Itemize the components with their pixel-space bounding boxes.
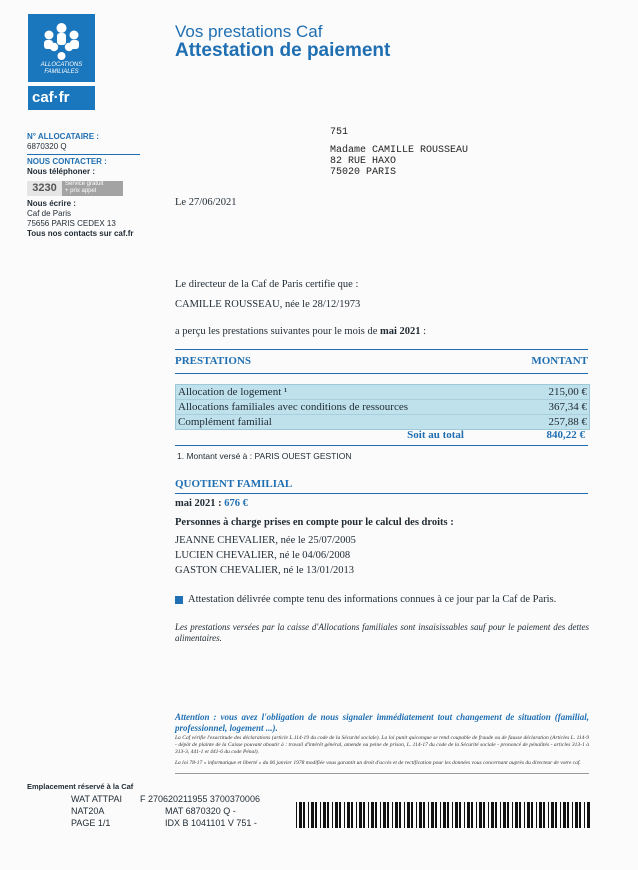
warning-paragraph-1: La Caf vérifie l'exactitude des déclarations (article L.114-19 du code de la Sécurité sociale). La loi punit quiconque se rend coupable de fraude ou de fausse déclaration (Articles L. 114-9 - dépôt de plainte de la Caisse pouvant aboutir à : travail d'intérêt général, amende ou peine de prison, L. 114-17 du code de la Sécurité sociale - prononcé de pénalités - articles 313-1 à 313-3, 441-1 et 441-6 du code Pénal).	[175, 735, 589, 755]
barcode-bar	[443, 802, 446, 828]
barcode-bar	[455, 802, 458, 828]
barcode-bar	[539, 802, 542, 828]
caf-fr-brand[interactable]: caf·fr	[28, 86, 95, 110]
footer-code-l3b: IDX B 1041101 V 751 -	[165, 818, 257, 828]
barcode-bar	[308, 802, 309, 828]
barcode-bar	[567, 802, 569, 828]
barcode-bar	[543, 802, 545, 828]
table-header	[175, 355, 588, 367]
logo-text-line1: ALLOCATIONS	[40, 62, 83, 68]
barcode-bar	[359, 802, 362, 828]
footer-code-l2b: MAT 6870320 Q -	[165, 806, 236, 816]
barcode-bar	[471, 802, 473, 828]
attestation-text: Attestation délivrée compte tenu des informations connues à ce jour par la Caf de Paris.	[188, 594, 557, 605]
table-top-rule	[175, 349, 588, 350]
barcode-bar	[495, 802, 497, 828]
barcode-bar	[299, 802, 302, 828]
barcode-bar	[560, 802, 561, 828]
barcode-bar	[452, 802, 453, 828]
family-logo-icon	[38, 20, 85, 62]
col-prestations: PRESTATIONS	[175, 355, 252, 367]
barcode-bar	[447, 802, 449, 828]
barcode-bar	[435, 802, 437, 828]
row-amount: 257,88 €	[548, 416, 587, 428]
barcode-bar	[536, 802, 537, 828]
logo-text-line2: FAMILIALES	[44, 69, 79, 75]
caf-logo	[28, 14, 95, 82]
barcode	[296, 802, 590, 828]
barcode-bar	[500, 802, 501, 828]
contacts-link[interactable]: Tous nos contacts sur caf.fr	[27, 229, 134, 238]
barcode-bar	[347, 802, 350, 828]
write-line2: 75656 PARIS CEDEX 13	[27, 219, 116, 228]
phone-tag	[62, 181, 123, 196]
attestation-note: Les prestations versées par la caisse d'Allocations familiales sont insaisissables sauf pour le paiement des dettes alimentaires.	[175, 622, 589, 643]
row-label: Allocation de logement ¹	[178, 386, 288, 398]
address-name: Madame CAMILLE ROUSSEAU	[330, 145, 469, 156]
barcode-bar	[387, 802, 389, 828]
barcode-bar	[303, 802, 305, 828]
barcode-bar	[423, 802, 425, 828]
barcode-bar	[368, 802, 369, 828]
barcode-bar	[476, 802, 477, 828]
certification-intro: Le directeur de la Caf de Paris certifie que :	[175, 279, 359, 290]
total-row	[175, 429, 588, 444]
phone-badge[interactable]	[27, 181, 135, 196]
footer-code-l1a: WAT ATTPAI	[71, 794, 123, 804]
barcode-bar	[311, 802, 314, 828]
barcode-bar	[407, 802, 410, 828]
barcode-bar	[563, 802, 566, 828]
phone-label: Nous téléphoner :	[27, 167, 96, 176]
barcode-bar	[428, 802, 429, 828]
barcode-bar	[380, 802, 381, 828]
barcode-bar	[315, 802, 317, 828]
footer-code-l1b: F 270620211955 3700370006	[140, 794, 260, 804]
footer-code-l3a: PAGE 1/1	[71, 818, 111, 828]
address-city: 75020 PARIS	[330, 167, 397, 178]
received-suffix: :	[420, 326, 427, 337]
barcode-bar	[332, 802, 333, 828]
footer-code-l2a: NAT20A	[71, 806, 105, 816]
barcode-bar	[575, 802, 578, 828]
barcode-bar	[531, 802, 533, 828]
barcode-bar	[507, 802, 509, 828]
barcode-bar	[335, 802, 338, 828]
received-prefix: a perçu les prestations suivantes pour le mois de	[175, 326, 380, 337]
table-header-rule	[175, 373, 588, 374]
quotient-value-line	[175, 498, 248, 509]
phone-tag-line2: + prix appel	[65, 188, 97, 194]
beneficiary: CAMILLE ROUSSEAU, née le 28/12/1973	[175, 299, 361, 310]
barcode-bar	[483, 802, 485, 828]
barcode-bar	[356, 802, 357, 828]
barcode-bar	[375, 802, 377, 828]
warning-title: Attention : vous avez l'obligation de nous signaler immédiatement tout changement de situation (familial, professionnel, logement ...).	[175, 712, 589, 733]
barcode-bar	[320, 802, 321, 828]
col-montant: MONTANT	[531, 355, 588, 367]
row-amount: 367,34 €	[548, 401, 587, 413]
brand-tail	[86, 96, 94, 108]
quotient-month: mai 2021 :	[175, 498, 225, 509]
sidebar-divider	[27, 154, 140, 155]
contact-label: NOUS CONTACTER :	[27, 157, 107, 166]
total-amount: 840,22 €	[546, 429, 585, 441]
row-label: Complément familial	[178, 416, 272, 428]
allocataire-label: N° ALLOCATAIRE :	[27, 132, 99, 141]
row-amount: 215,00 €	[548, 386, 587, 398]
table-bottom-rule	[175, 445, 588, 446]
barcode-bar	[488, 802, 489, 828]
barcode-bar	[587, 802, 590, 828]
benefits-table	[175, 384, 590, 430]
barcode-bar	[296, 802, 297, 828]
quotient-rule	[175, 493, 588, 494]
barcode-bar	[351, 802, 353, 828]
table-row	[176, 385, 589, 400]
barcode-bar	[419, 802, 422, 828]
write-label: Nous écrire :	[27, 199, 76, 208]
dependent-item: LUCIEN CHEVALIER, né le 04/06/2008	[175, 550, 351, 561]
barcode-bar	[524, 802, 525, 828]
barcode-bar	[411, 802, 413, 828]
dependent-item: JEANNE CHEVALIER, née le 25/07/2005	[175, 535, 356, 546]
phone-tag-line1: Service gratuit	[65, 181, 104, 187]
total-label: Soit au total	[407, 429, 464, 441]
barcode-bar	[555, 802, 557, 828]
dependent-item: GASTON CHEVALIER, né le 13/01/2013	[175, 565, 354, 576]
barcode-bar	[395, 802, 398, 828]
barcode-bar	[344, 802, 345, 828]
barcode-bar	[392, 802, 393, 828]
barcode-bar	[416, 802, 417, 828]
barcode-bar	[404, 802, 405, 828]
barcode-bar	[464, 802, 465, 828]
barcode-bar	[515, 802, 518, 828]
barcode-bar	[491, 802, 494, 828]
table-row	[176, 400, 589, 415]
barcode-bar	[479, 802, 482, 828]
barcode-bar	[572, 802, 573, 828]
barcode-bar	[440, 802, 441, 828]
phone-number[interactable]: 3230	[27, 181, 62, 196]
barcode-bar	[467, 802, 470, 828]
barcode-bar	[323, 802, 326, 828]
barcode-bar	[579, 802, 581, 828]
allocataire-number: 6870320 Q	[27, 142, 67, 151]
barcode-bar	[527, 802, 530, 828]
barcode-bar	[431, 802, 434, 828]
barcode-bar	[371, 802, 374, 828]
table-footnote: 1. Montant versé à : PARIS OUEST GESTION	[177, 451, 352, 461]
row-label: Allocations familiales avec conditions de ressources	[178, 401, 409, 413]
barcode-bar	[548, 802, 549, 828]
barcode-bar	[551, 802, 554, 828]
barcode-bar	[459, 802, 461, 828]
barcode-bar	[512, 802, 513, 828]
received-month: mai 2021	[380, 326, 421, 337]
barcode-bar	[519, 802, 521, 828]
barcode-bar	[503, 802, 506, 828]
page-title: Attestation de paiement	[175, 40, 391, 61]
barcode-bar	[399, 802, 401, 828]
dependents-heading: Personnes à charge prises en compte pour le calcul des droits :	[175, 517, 454, 528]
quotient-value: 676 €	[224, 498, 248, 509]
header-subtitle: Vos prestations Caf	[175, 22, 323, 41]
reserved-label: Emplacement réservé à la Caf	[27, 782, 134, 791]
document-date: Le 27/06/2021	[175, 197, 237, 208]
received-sentence	[175, 326, 426, 337]
barcode-bar	[339, 802, 341, 828]
barcode-bar	[327, 802, 329, 828]
warning-rule	[175, 773, 589, 774]
table-row	[176, 415, 589, 429]
quotient-title: QUOTIENT FAMILIAL	[175, 478, 293, 490]
address-street: 82 RUE HAXO	[330, 156, 397, 167]
barcode-bar	[363, 802, 365, 828]
warning-paragraph-2: La loi 78-17 « informatique et liberté » du 06 janvier 1978 modifiée vous garantit un droit d'accès et de rectification pour les données vous concernant auprès du directeur de votre caf.	[175, 760, 581, 766]
write-line1: Caf de Paris	[27, 209, 72, 218]
barcode-bar	[383, 802, 386, 828]
barcode-bar	[584, 802, 585, 828]
address-code: 751	[330, 127, 349, 138]
